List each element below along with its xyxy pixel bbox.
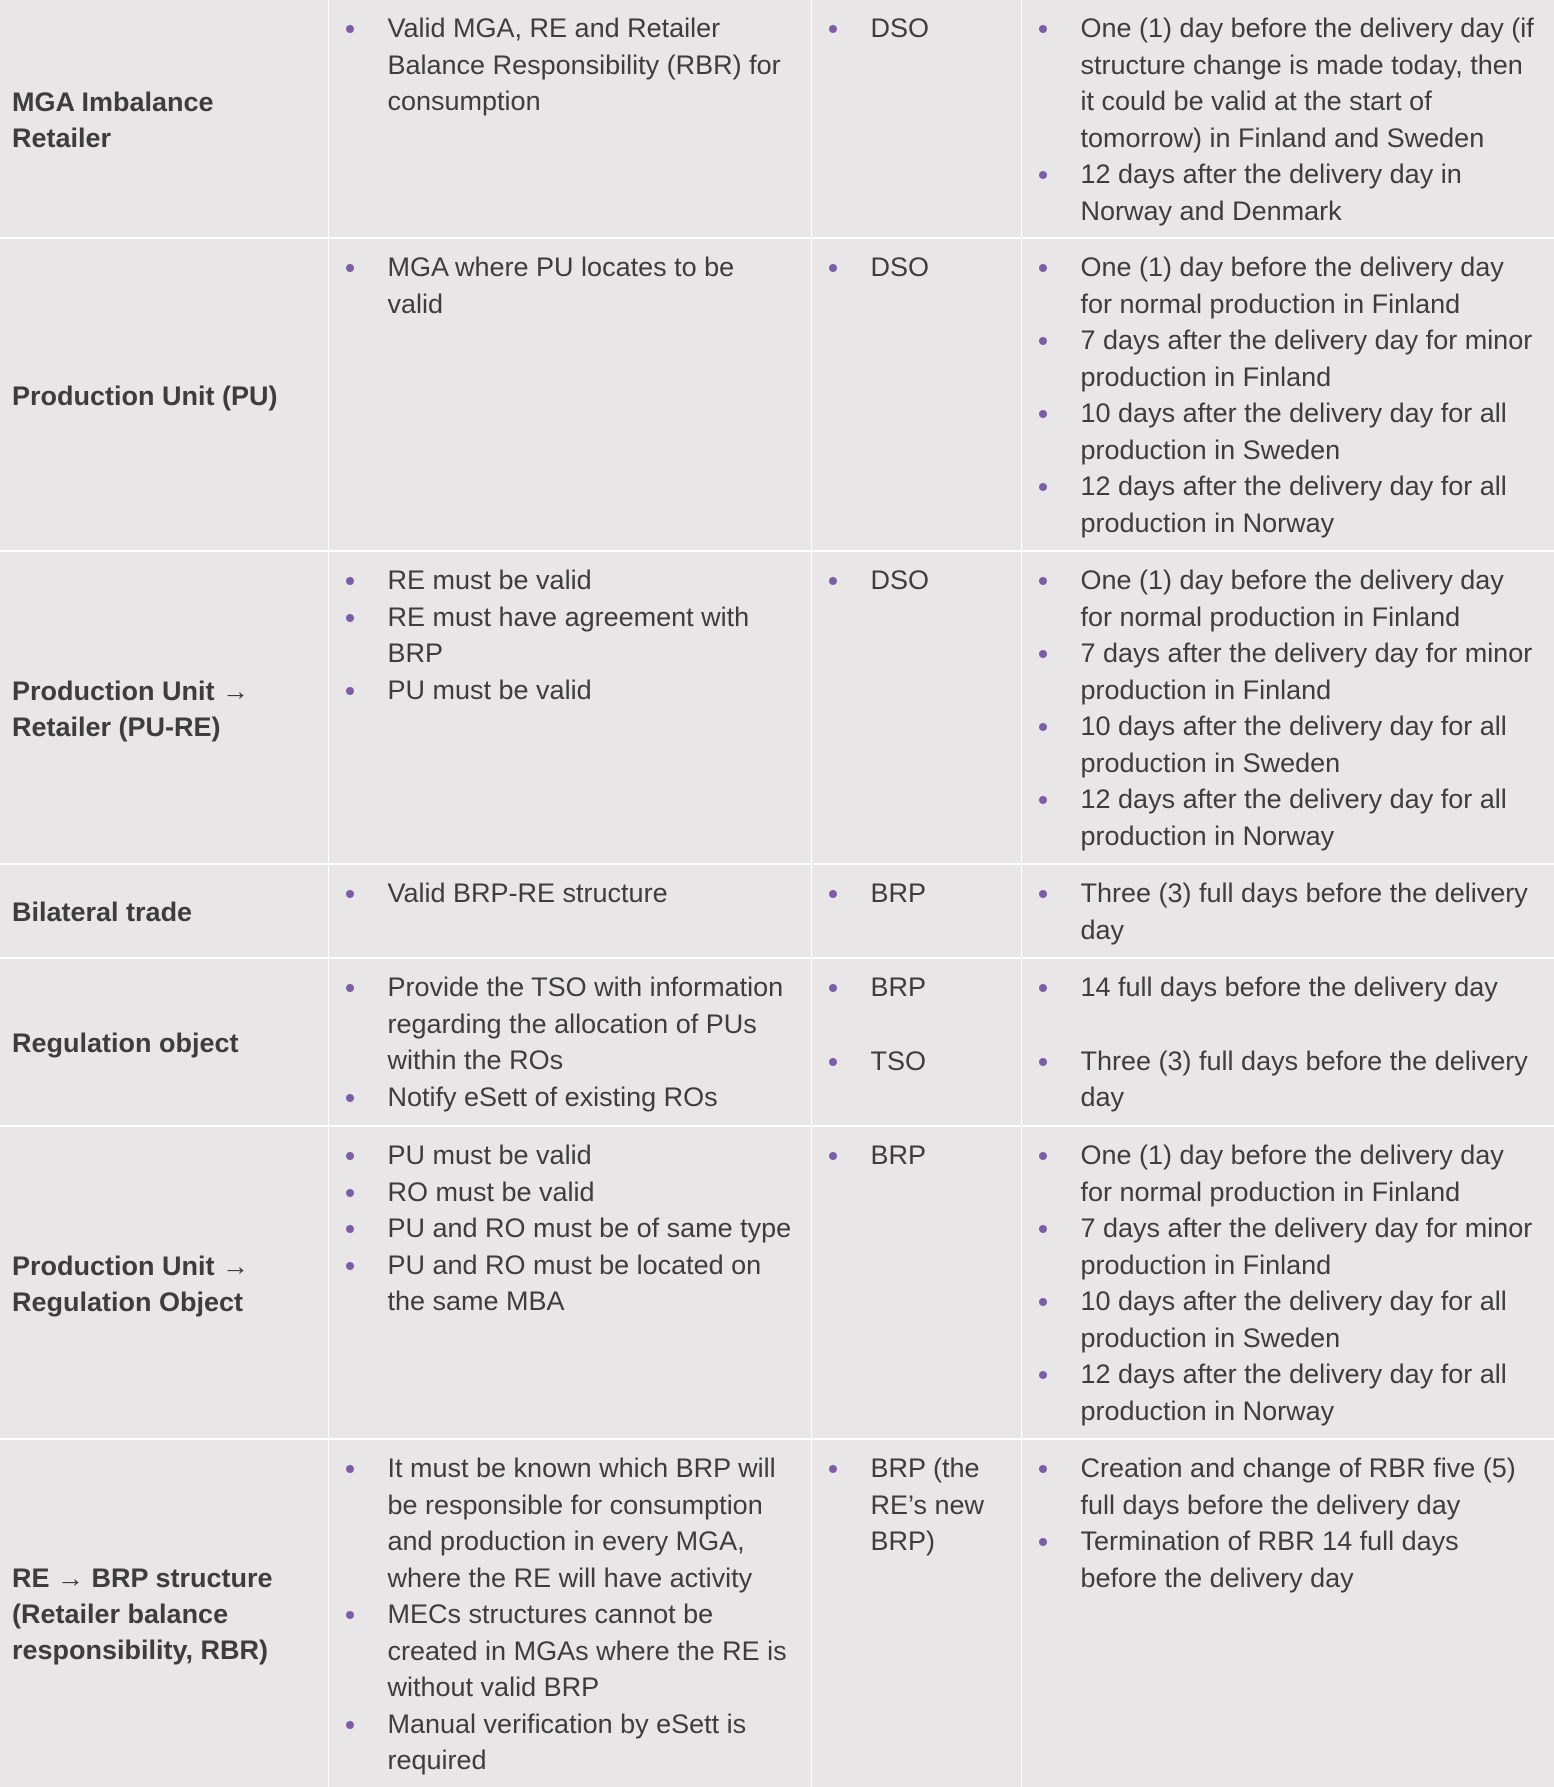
list-item: 14 full days before the delivery day [1081, 969, 1541, 1006]
list-item: Manual verification by eSett is required [388, 1706, 797, 1779]
list-item: TSO [871, 1043, 1013, 1080]
list-item: DSO [871, 249, 1013, 286]
validation-cell [328, 0, 811, 238]
list-item: Valid BRP-RE structure [388, 875, 797, 912]
object-name: Bilateral trade [12, 897, 193, 927]
table-row [0, 1126, 1554, 1439]
list-item: One (1) day before the delivery day for normal production in Finland [1081, 1137, 1541, 1210]
list-item: PU must be valid [388, 1137, 797, 1174]
list-item: 7 days after the delivery day for minor production in Finland [1081, 1210, 1541, 1283]
object-cell [0, 238, 328, 551]
responsible-cell [811, 958, 1021, 1126]
object-cell [0, 551, 328, 864]
validation-cell [328, 238, 811, 551]
table-row [0, 958, 1554, 1126]
object-name: RE → BRP structure (Retailer balance responsibility, RBR) [12, 1563, 273, 1666]
object-cell [0, 1439, 328, 1787]
list-item: One (1) day before the delivery day for normal production in Finland [1081, 249, 1541, 322]
validation-cell [328, 1439, 811, 1787]
list-item: 12 days after the delivery day for all production in Norway [1081, 1356, 1541, 1429]
list-item: One (1) day before the delivery day (if structure change is made today, then it could be valid at the start of tomorrow) in Finland and Sweden [1081, 10, 1541, 156]
object-name: MGA Imbalance Retailer [12, 86, 214, 153]
list-item: Notify eSett of existing ROs [388, 1079, 797, 1116]
list-item: PU must be valid [388, 672, 797, 709]
list-item: Three (3) full days before the delivery day [1081, 875, 1541, 948]
list-item: 12 days after the delivery day for all production in Norway [1081, 468, 1541, 541]
object-cell [0, 1126, 328, 1439]
list-item: RO must be valid [388, 1174, 797, 1211]
table-row [0, 238, 1554, 551]
object-cell [0, 958, 328, 1126]
deadline-cell [1021, 1126, 1554, 1439]
deadline-cell [1021, 0, 1554, 238]
list-item: RE must be valid [388, 562, 797, 599]
table-row [0, 551, 1554, 864]
list-item: RE must have agreement with BRP [388, 599, 797, 672]
object-cell [0, 864, 328, 958]
list-item: One (1) day before the delivery day for normal production in Finland [1081, 562, 1541, 635]
list-item: 10 days after the delivery day for all production in Sweden [1081, 708, 1541, 781]
responsible-cell [811, 1439, 1021, 1787]
list-item: BRP [871, 1137, 1013, 1174]
responsible-cell [811, 238, 1021, 551]
list-item: DSO [871, 562, 1013, 599]
list-item: 10 days after the delivery day for all production in Sweden [1081, 1283, 1541, 1356]
list-item: Provide the TSO with information regarding the allocation of PUs within the ROs [388, 969, 797, 1079]
list-item: PU and RO must be located on the same MBA [388, 1247, 797, 1320]
list-item: DSO [871, 10, 1013, 47]
table-row [0, 864, 1554, 958]
list-item: Creation and change of RBR five (5) full days before the delivery day [1081, 1450, 1541, 1523]
validation-cell [328, 551, 811, 864]
object-cell [0, 0, 328, 238]
list-item: 12 days after the delivery day for all production in Norway [1081, 781, 1541, 854]
table-row [0, 1439, 1554, 1787]
responsible-cell [811, 1126, 1021, 1439]
responsible-cell [811, 0, 1021, 238]
object-name: Production Unit → Retailer (PU-RE) [12, 675, 249, 742]
list-item: BRP [871, 969, 1013, 1006]
deadline-cell [1021, 238, 1554, 551]
list-item: MECs structures cannot be created in MGAs where the RE is without valid BRP [388, 1596, 797, 1706]
responsible-cell [811, 864, 1021, 958]
responsible-cell [811, 551, 1021, 864]
deadline-cell [1021, 864, 1554, 958]
list-item: MGA where PU locates to be valid [388, 249, 797, 322]
list-item: Termination of RBR 14 full days before the delivery day [1081, 1523, 1541, 1596]
deadline-cell [1021, 551, 1554, 864]
deadline-cell [1021, 1439, 1554, 1787]
list-item: Valid MGA, RE and Retailer Balance Responsibility (RBR) for consumption [388, 10, 797, 120]
table-row [0, 0, 1554, 238]
list-item: It must be known which BRP will be responsible for consumption and production in every MGA, where the RE will have activity [388, 1450, 797, 1596]
validation-cell [328, 1126, 811, 1439]
list-item: BRP (the RE’s new BRP) [871, 1450, 1013, 1560]
object-name: Production Unit (PU) [12, 380, 278, 411]
list-item: PU and RO must be of same type [388, 1210, 797, 1247]
object-name: Production Unit → Regulation Object [12, 1250, 249, 1317]
list-item: BRP [871, 875, 1013, 912]
list-item: Three (3) full days before the delivery day [1081, 1043, 1541, 1116]
list-item: 10 days after the delivery day for all production in Sweden [1081, 395, 1541, 468]
list-item: 12 days after the delivery day in Norway and Denmark [1081, 156, 1541, 229]
deadline-cell [1021, 958, 1554, 1126]
list-item: 7 days after the delivery day for minor production in Finland [1081, 635, 1541, 708]
list-item: 7 days after the delivery day for minor production in Finland [1081, 322, 1541, 395]
object-name: Regulation object [12, 1028, 239, 1058]
validation-cell [328, 864, 811, 958]
validation-cell [328, 958, 811, 1126]
